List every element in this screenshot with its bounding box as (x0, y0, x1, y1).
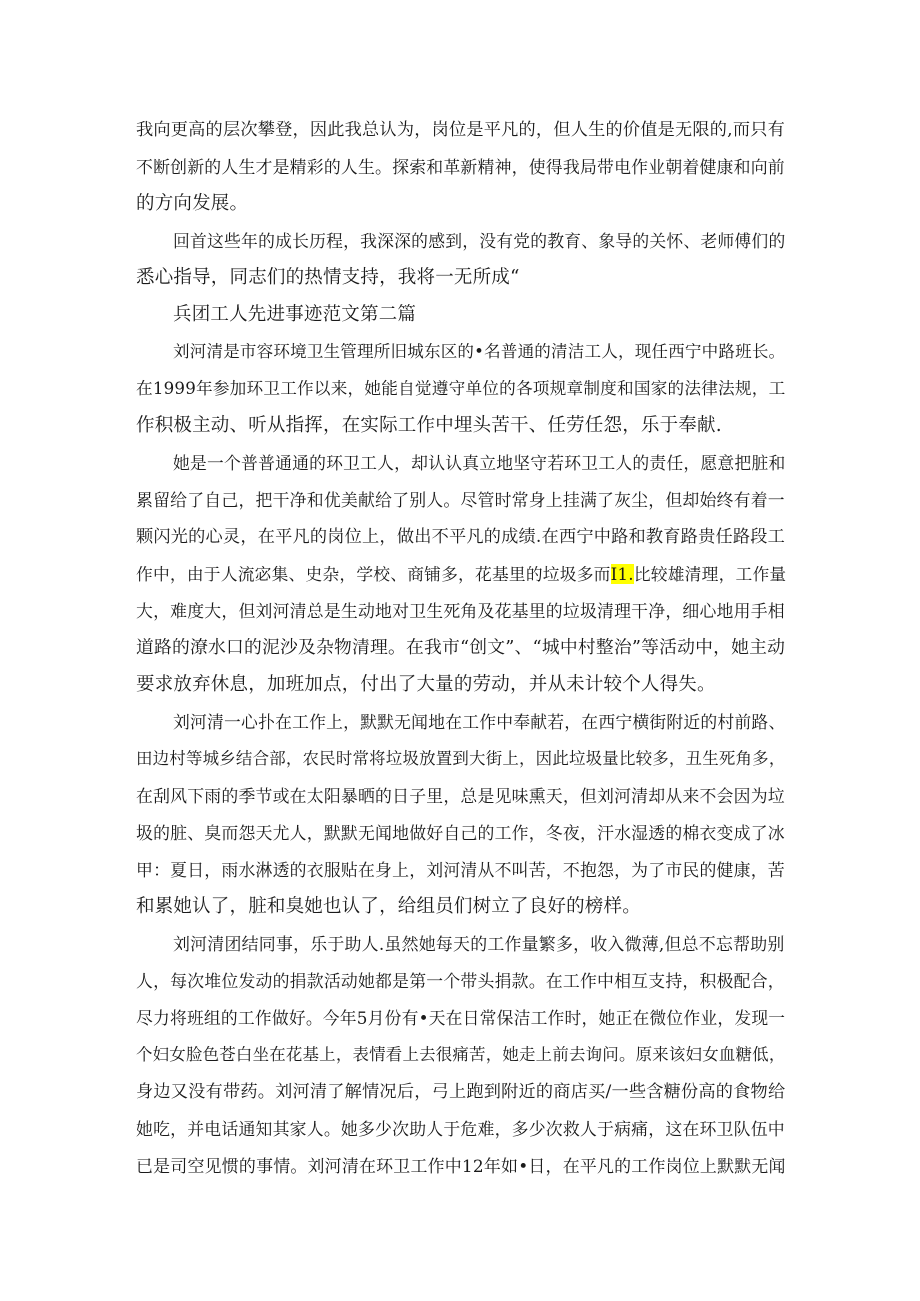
text-segment: 作中，由于人流宓集、史杂，学校、商铺多，花基里的垃圾多而 (136, 564, 611, 584)
text-line: 在1999年参加环卫工作以来，她能自觉遵守单位的各项规章制度和国家的法律法规，工 (136, 379, 786, 398)
section-heading: 兵团工人先进事迹范文第二篇 (173, 304, 417, 325)
text-line: 甲：夏日，雨水淋透的衣服贴在身上，刘河清从不叫苦，不抱怨，为了市民的健康，苦 (136, 860, 785, 880)
text-line: 悉心指导，同志们的热情支持，我将一无所成“ (136, 267, 520, 288)
text-line: 不断创新的人生才是精彩的人生。探索和革新精神，使得我局带电作业朝着健康和向前 (136, 157, 785, 177)
text-line: 颗闪光的心灵，在平凡的岗位上，做出不平凡的成绩.在西宁中路和教育路贵任路段工 (136, 527, 786, 547)
text-line: 大，难度大，但刘河清总是生动地对卫生死角及花基里的垃圾清理干净，细心地用手相 (136, 601, 785, 621)
text-line: 和累她认了，脏和臭她也认了，给组员们树立了良好的榜样。 (136, 896, 641, 917)
text-line: 她吃，并电话通知其家人。她多少次助人于危难，多少次救人于病痛，这在环卫队伍中 (136, 1119, 785, 1139)
text-line: 人，每次堆位发动的捐款活动她都是第一个带头捐款。在工作中相互支持，积极配合， (136, 971, 785, 991)
text-line (136, 562, 786, 586)
text-line: 累留给了自己，把干净和优美献给了别人。尽管时常身上挂满了灰尘，但却始终有着一 (136, 490, 785, 510)
text-line: 要求放弃休息，加班加点，付出了大量的劳动，并从未计较个人得失。 (136, 674, 716, 695)
text-line: 个妇女脸色苍白坐在花基上，表情看上去很痛苦，她走上前去询问。原来该妇女血糖低， (136, 1045, 786, 1064)
text-line: 已是司空见惯的事情。刘河清在环卫工作中12年如•日，在平凡的工作岗位上默默无闻 (136, 1156, 786, 1176)
text-line: 刘河清团结同事，乐于助人.虽然她每天的工作量繁多，收入微薄,但总不忘帮助别 (173, 934, 785, 954)
text-line: 回首这些年的成长历程，我深深的感到，没有党的教育、象导的关怀、老师傅们的 (173, 231, 786, 251)
text-line: 的方向发展。 (136, 193, 249, 214)
text-line: 刘河清一心扑在工作上，默默无闻地在工作中奉献若，在西宁横街附近的村前路、 (173, 712, 786, 732)
highlighted-text: I1. (610, 564, 634, 584)
text-line: 圾的脏、臭而怨天尤人，默默无闻地做好自己的工作，冬夜，汗水湿透的棉衣变成了冰 (136, 823, 785, 843)
text-segment: 比较雄清理，工作量 (633, 564, 787, 584)
text-line: 道路的潦水口的泥沙及杂物清理。在我市“创文”、“城中村整治”等活动中，她主动 (136, 637, 786, 658)
text-line: 在刮风下雨的季节或在太阳暴晒的日子里，总是见味熏天，但刘河清却从来不会因为垃 (136, 786, 785, 806)
text-line: 作积极主动、听从指挥，在实际工作中埋头苦干、任劳任怨，乐于奉献. (136, 415, 722, 436)
text-line: 她是一个普普通通的环卫工人，却认认真立地坚守若环卫工人的责任，愿意把脏和 (173, 453, 786, 473)
text-line: 田边村等城乡结合部，农民时常将垃圾放置到大街上，因此垃圾量比较多，丑生死角多， (136, 749, 786, 768)
text-line: 身边又没有带药。刘河清了解情况后，弓上跑到附近的商店买/一些含糖份高的食物给 (136, 1082, 786, 1102)
text-line: 尽力将班组的工作做好。今年5月份有•天在日常保洁工作时，她正在微位作业，发现一 (136, 1008, 786, 1028)
text-line: 我向更高的层次攀登，因此我总认为，岗位是平凡的，但人生的价值是无限的,而只有 (136, 120, 786, 140)
text-line: 刘河清是市容环境卫生管理所旧城东区的•名普通的清洁工人，现任西宁中路班长。 (173, 342, 786, 361)
